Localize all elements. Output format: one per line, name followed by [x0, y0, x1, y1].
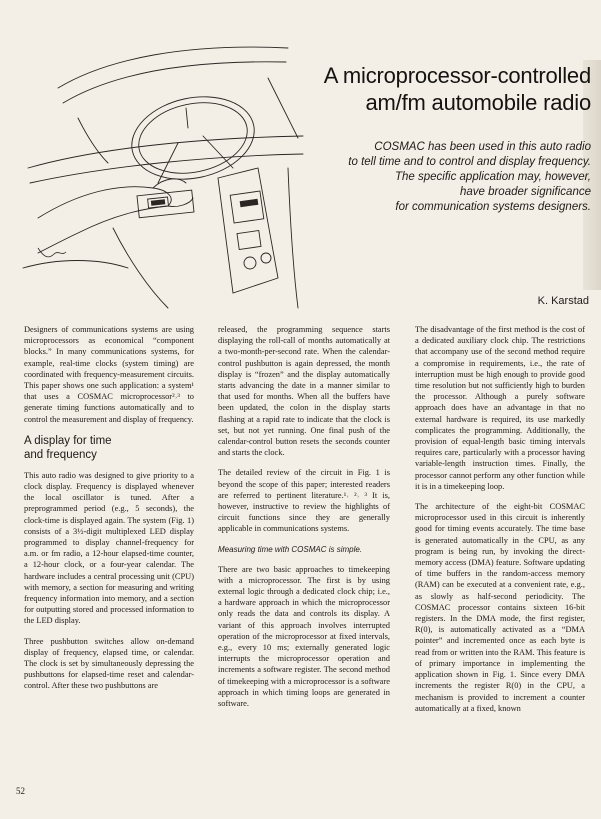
body-column-3	[415, 324, 585, 723]
deck-line-1: COSMAC has been used in this auto radio	[374, 141, 591, 153]
body-column-2	[218, 324, 390, 718]
paragraph: released, the programming sequence starts displaying the roll-call of months automatically at a two-month-per-second rate. When the calendar-control pushbutton is again depressed, the month display is “frozen” and the display automatically starts advancing the date in a manner similar to that used for months. When all the buffers have been updated, the colon in the display starts flashing at a rapid rate to indicate that the clock is set, but not yet running. One final push of the calendar-control button resets the seconds counter and starts the clock.	[218, 325, 390, 458]
article-title	[261, 62, 591, 116]
deck-line-3: The specific application may, however,	[394, 171, 591, 183]
deck-line-4: have broader significance	[459, 186, 591, 198]
section-heading-line-1: A display for time	[24, 434, 112, 447]
title-line-1: A microprocessor-controlled	[323, 63, 591, 88]
paragraph: The detailed review of the circuit in Fig. 1 is beyond the scope of this paper; interested readers are referred to pertinent literature.¹˒ ²˒ ³ It is, however, instructive to review the highlights of circuit functions since they are generally applicable in communications systems.	[218, 468, 390, 534]
section-heading-line-2: and frequency	[24, 448, 97, 461]
section-heading	[24, 434, 194, 462]
title-line-2: am/fm automobile radio	[365, 90, 591, 115]
page-number: 52	[16, 786, 25, 796]
artist-signature	[38, 248, 66, 257]
article-deck	[261, 140, 591, 215]
deck-line-5: for communication systems designers.	[395, 201, 591, 213]
paragraph: The disadvantage of the first method is the cost of a dedicated auxiliary clock chip. The restrictions that accompany use of the second method require a compromise in requirements, i.e., the rate of interruption must be high enough to provide good time resolution but not sufficiently high to burden the processor. Although a purely software approach does have an advantage in that no external hardware is required, its use markedly complicates the programming. Additionally, the provision of equal-length basic timing intervals requires care, particularly with a processor having variable-length instruction times. Finally, the processor cannot perform any other function while it is in a timekeeping loop.	[415, 325, 585, 491]
italic-subheading: Measuring time with COSMAC is simple.	[218, 544, 363, 554]
deck-line-2: to tell time and to control and display frequency.	[348, 156, 591, 168]
paragraph: This auto radio was designed to give priority to a clock display. Frequency is displayed whenever the local oscillator is tuned. After a preprogrammed period (e.g., 5 seconds), the clock-time is displayed again. The system (Fig. 1) consists of a 3½-digit multiplexed LED display programmed to display channel-frequency for a.m. or fm radio, a 12-hour elapsed-time counter, a 12-hour clock, or a four-year calendar. The hardware includes a central processing unit (CPU) with memory, a section for measuring and writing frequency information into memory, and a section for outputting stored and processed information to the LED display.	[24, 470, 194, 626]
author-byline: K. Karstad	[537, 295, 589, 307]
paragraph: The architecture of the eight-bit COSMAC microprocessor used in this circuit is inherently good for timing events accurately. The time base is generated automatically in the CPU, as any program is being run, by invoking the direct-memory access (DMA) feature. Software updating of time buffers in the random-access memory (RAM) can be executed at a convenient rate, e.g., as slowly as half-second periodicity. The COSMAC processor contains sixteen 16-bit registers. In the DMA mode, the first register, R(0), is automatically activated as a “DMA pointer” and incremented once as each byte is read from or written into the RAM. This feature is of primary importance in implementing the application shown in Fig. 1. Since every DMA increments the register R(0) in the CPU, a mechanism is provided to increment a counter automatically at a fixed, known	[415, 502, 585, 713]
paragraph: Designers of communications systems are using microprocessors as economical “component blocks.” In many communications systems, for example, real-time clocks (system timing) are coordinated with frequency-measurement circuits. This paper shows one such application: a system¹ that uses a COSMAC microprocessor²˒³ to generate timing functions automatically and to control the measurement and display of frequency.	[24, 325, 194, 424]
paragraph: Three pushbutton switches allow on-demand display of frequency, elapsed time, or calendar. The clock is set by simultaneously depressing the pushbuttons for elapsed-time reset and calendar-control. After these two pushbuttons are	[24, 636, 194, 691]
body-column-1	[24, 324, 194, 701]
paragraph: There are two basic approaches to timekeeping with a microprocessor. The first is by using external logic through a dedicated clock chip; i.e., a hardware approach in which the microprocessor only reads the data and controls its display. A variant of this approach involves interrupted operation of the microprocessor at fixed intervals, e.g., every 10 ms; externally generated logic interrupts the microprocessor operation and increments a software register. The second method of timekeeping with a microprocessor is a software approach in which timing loops are generated in software.	[218, 564, 390, 709]
